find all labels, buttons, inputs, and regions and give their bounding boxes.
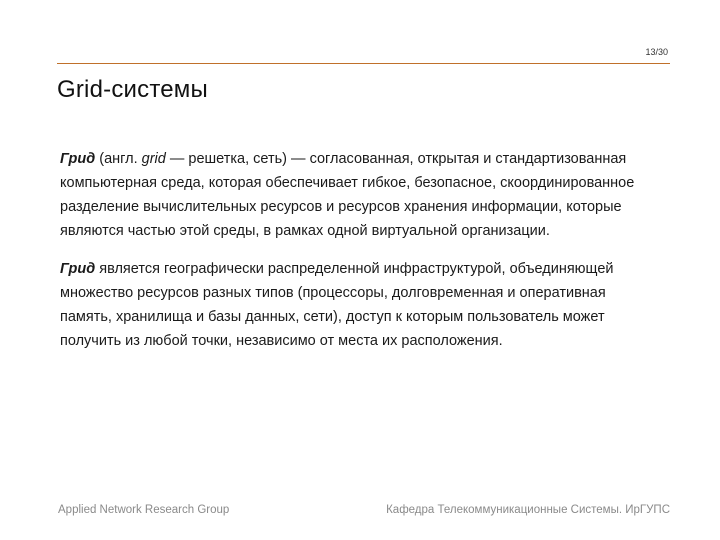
slide-title: Grid-системы <box>57 76 208 103</box>
footer-department: Кафедра Телекоммуникационные Системы. ИрГУПС <box>386 504 670 516</box>
paragraph-text: — решетка, сеть) — согласованная, открытая и стандартизованная компьютерная среда, которая обеспечивает гибкое, безопасное, скоординированное разделение вычислительных ресурсов и ресурсов хранения информации, которые являются частью этой среды, в рамках одной виртуальной организации. <box>60 151 635 239</box>
paragraph-description <box>60 257 660 353</box>
term-english: grid <box>141 151 166 167</box>
footer-organization: Applied Network Research Group <box>58 504 230 516</box>
term-grid: Грид <box>60 261 96 277</box>
term-grid: Грид <box>60 151 96 167</box>
slide-body <box>60 147 660 367</box>
paragraph-definition <box>60 147 660 243</box>
paragraph-text: является географически распределенной инфраструктурой, объединяющей множество ресурсов разных типов (процессоры, долговременная и оперативная память, хранилища и базы данных, сети), доступ к которым пользователь может получить из любой точки, независимо от места их расположения. <box>60 261 614 349</box>
header-divider <box>57 63 670 64</box>
paragraph-text: (англ. <box>95 151 142 167</box>
page-number: 13/30 <box>645 47 668 57</box>
